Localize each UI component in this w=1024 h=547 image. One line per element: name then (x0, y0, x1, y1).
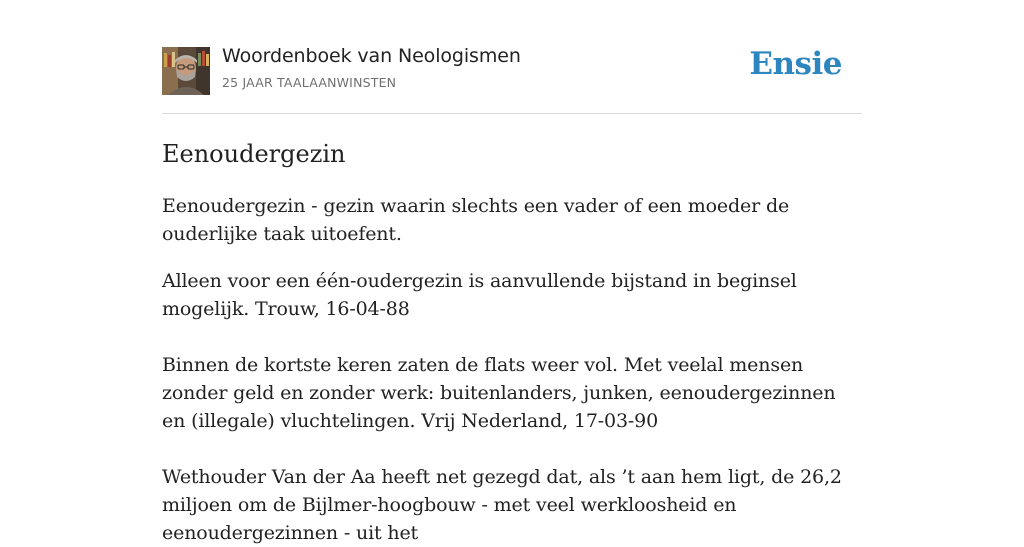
entry-content (162, 139, 862, 547)
citation-quote: Wethouder Van der Aa heeft net gezegd dat, als ’t aan hem ligt, de 26,2 miljoen om de Bijlmer-hoogbouw - met veel werkloosheid en eenoudergezinnen - uit het (162, 466, 842, 544)
citation-quote: Alleen voor een één-oudergezin is aanvullende bijstand in beginsel mogelijk. Trouw, 16-04-88 (162, 270, 797, 320)
source-subtitle: 25 JAAR TAALAANWINSTEN (222, 75, 397, 90)
author-avatar[interactable] (162, 47, 210, 95)
ensie-logo-link[interactable]: Ensie (749, 46, 842, 82)
source-title[interactable]: Woordenboek van Neologismen (222, 45, 521, 67)
author-portrait-icon (162, 47, 210, 95)
entry-definition: Eenoudergezin - gezin waarin slechts een vader of een moeder de ouderlijke taak uitoefent. (162, 195, 790, 245)
entry-title: Eenoudergezin (162, 140, 346, 168)
source-header (162, 0, 862, 114)
citation-quote: Binnen de kortste keren zaten de flats weer vol. Met veelal mensen zonder geld en zonder werk: buitenlanders, junken, eenoudergezinnen en (illegale) vluchtelingen. Vrij Nederland, 17-03-90 (162, 354, 836, 432)
main-container (162, 0, 862, 547)
